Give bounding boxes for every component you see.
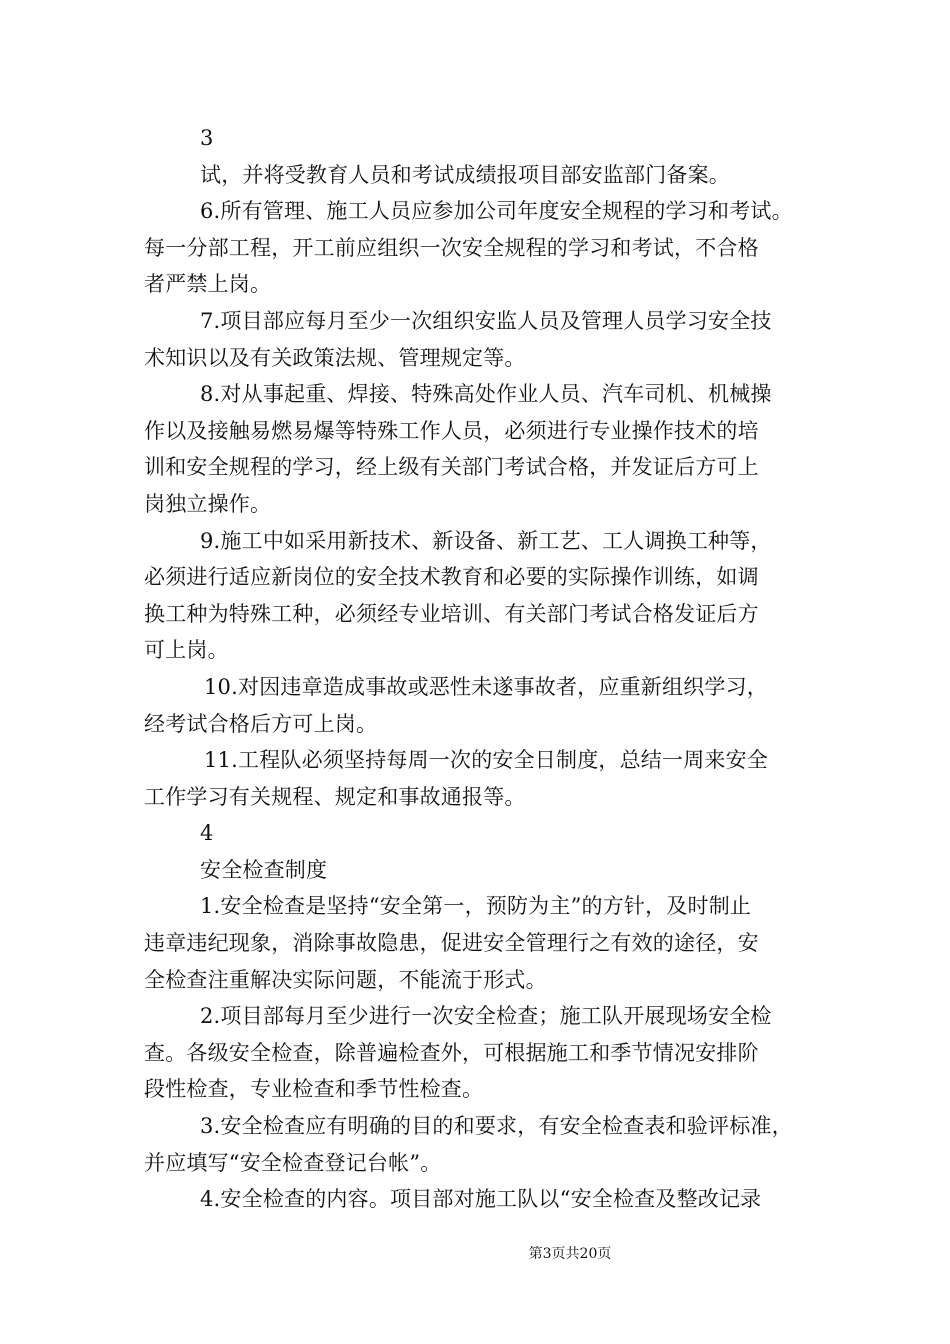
text-line: 岗独立操作。 [144,491,272,516]
text-line: 术知识以及有关政策法规、管理规定等。 [144,345,526,370]
document-body [144,120,814,1218]
text-line: 6.所有管理、施工人员应参加公司年度安全规程的学习和考试。 [200,199,793,224]
text-line: 并应填写“安全检查登记台帐”。 [144,1150,442,1175]
text-line: 每一分部工程，开工前应组织一次安全规程的学习和考试，不合格 [144,235,759,260]
text-line: 训和安全规程的学习，经上级有关部门考试合格，并发证后方可上 [144,455,759,480]
text-line: 必须进行适应新岗位的安全技术教育和必要的实际操作训练，如调 [144,565,759,590]
text-line: 8.对从事起重、焊接、特殊高处作业人员、汽车司机、机械操 [200,382,772,407]
text-line: 可上岗。 [144,638,229,663]
text-line: 违章违纪现象，消除事故隐患，促进安全管理行之有效的途径，安 [144,931,759,956]
text-line: 4 [200,821,214,846]
text-line: 工作学习有关规程、规定和事故通报等。 [144,784,526,809]
text-line: 7.项目部应每月至少一次组织安监人员及管理人员学习安全技 [200,308,772,333]
text-line: 安全检查制度 [200,857,328,882]
text-line: 经考试合格后方可上岗。 [144,711,378,736]
text-line: 作以及接触易燃易爆等特殊工作人员，必须进行专业操作技术的培 [144,418,759,443]
text-line: 3 [200,126,214,150]
text-line: 换工种为特殊工种，必须经专业培训、有关部门考试合格发证后方 [144,601,759,626]
text-line: 10.对因违章造成事故或恶性未遂事故者，应重新组织学习， [204,674,768,699]
text-line: 试，并将受教育人员和考试成绩报项目部安监部门备案。 [200,162,730,187]
text-line: 查。各级安全检查，除普遍检查外，可根据施工和季节情况安排阶 [144,1040,759,1065]
text-line: 1.安全检查是坚持“安全第一，预防为主”的方针，及时制止 [200,894,752,919]
text-line: 2.项目部每月至少进行一次安全检查；施工队开展现场安全检 [200,1004,772,1029]
text-line: 全检查注重解决实际问题，不能流于形式。 [144,967,547,992]
text-line: 者严禁上岗。 [144,272,272,297]
text-line: 11.工程队必须坚持每周一次的安全日制度，总结一周来安全 [204,748,768,773]
text-line: 段性检查，专业检查和季节性检查。 [144,1077,484,1102]
text-line: 3.安全检查应有明确的目的和要求，有安全检查表和验评标准， [200,1114,793,1139]
page-number-footer: 第3页共20页 [528,1246,612,1262]
text-line: 9.施工中如采用新技术、新设备、新工艺、工人调换工种等， [200,528,772,553]
text-line: 4.安全检查的内容。项目部对施工队以“安全检查及整改记录 [200,1187,762,1212]
